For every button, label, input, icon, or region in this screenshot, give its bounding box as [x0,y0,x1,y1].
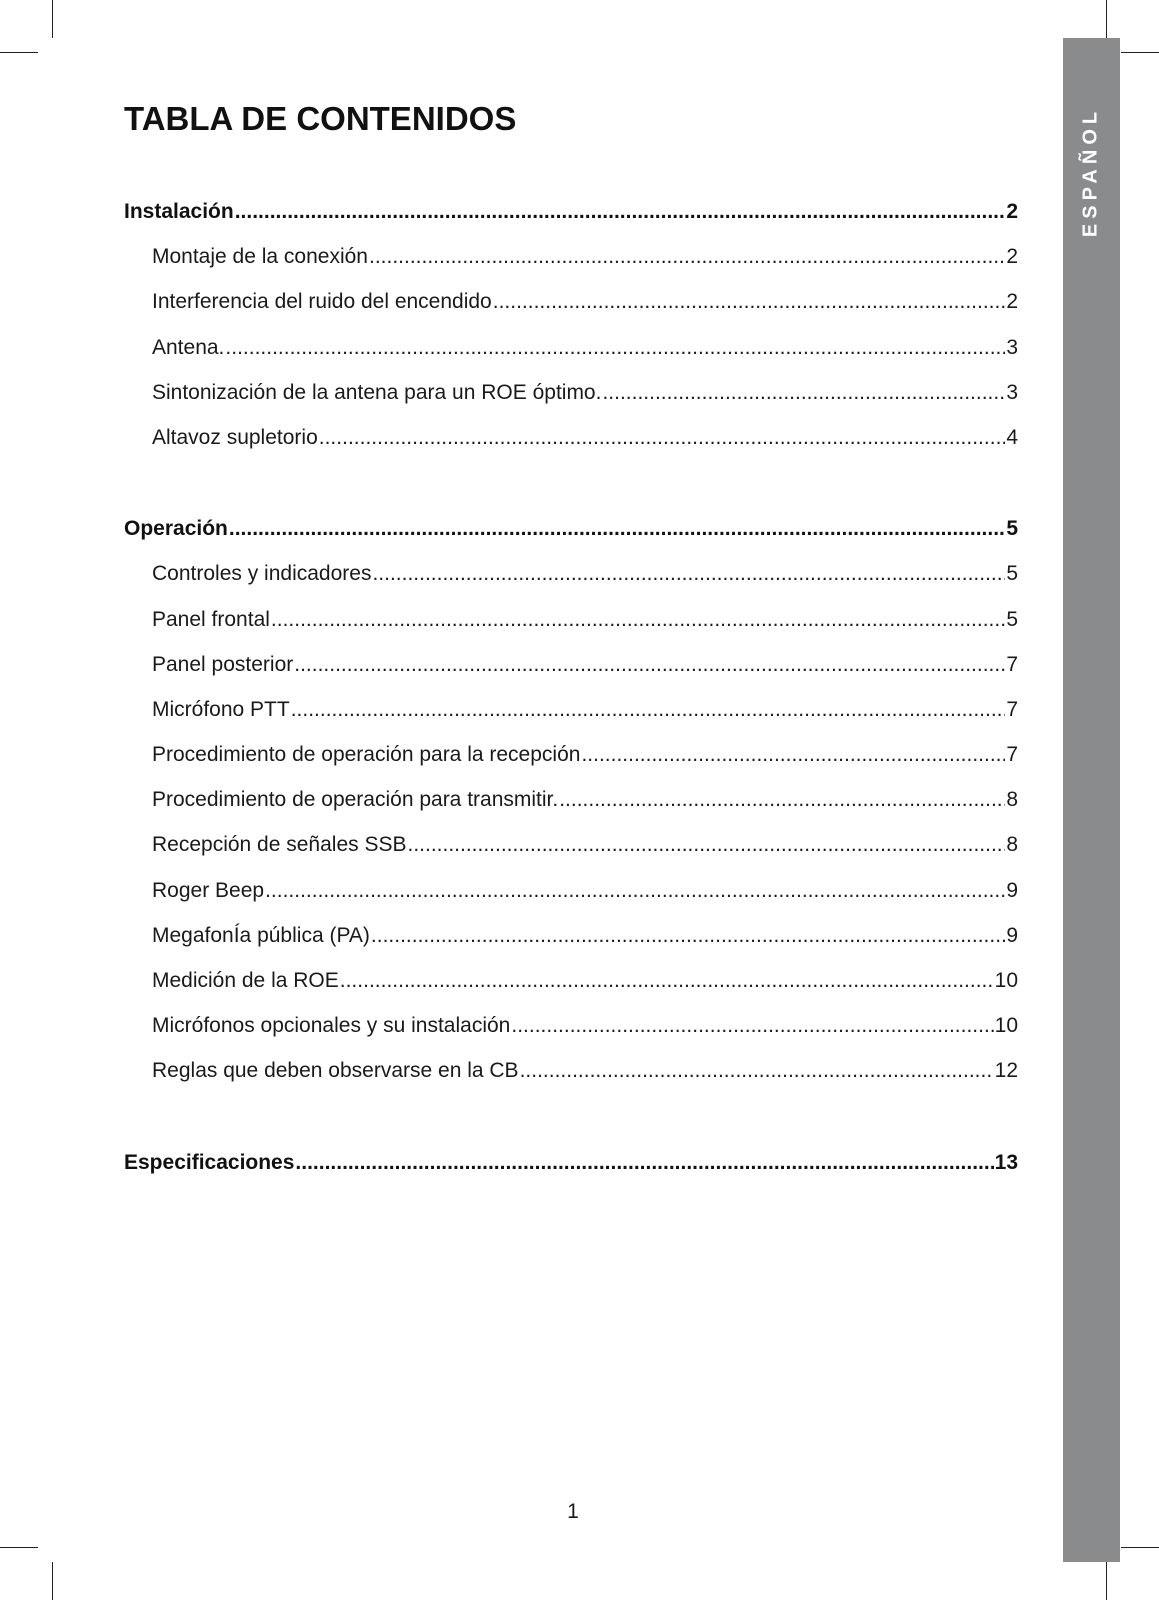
toc-entry-title: Procedimiento de operación para la recepción [152,743,581,767]
toc-entry-row [124,653,1018,698]
toc-entry-row [124,336,1018,381]
toc-page-number: 7 [1006,743,1018,767]
toc-entry-title: Instalación [124,200,234,223]
toc-entry-title: Reglas que deben observarse en la CB [152,1059,519,1083]
dot-leader [271,608,1005,632]
dot-leader [229,517,1005,541]
toc-page-number: 3 [1006,380,1018,404]
toc-entry-title: Interferencia del ruido del encendido [152,290,492,314]
toc-entry-row [124,743,1018,788]
toc-page-number: 2 [1006,290,1018,314]
dot-leader [225,336,1005,360]
dot-leader [511,1014,993,1038]
toc-entry-title: Antena. [152,335,225,359]
toc-entry-title: Especificaciones [124,1150,295,1174]
toc-entry-row [124,924,1018,969]
dot-leader [371,924,1005,948]
dot-leader [369,245,1005,269]
toc-entry-row [124,608,1018,653]
toc-entry-title: Procedimiento de operación para transmitir. [152,788,559,812]
page-title: TABLA DE CONTENIDOS [124,100,517,137]
toc-page-number: 2 [1006,200,1018,223]
toc-entry-title: MegafonÍa pública (PA) [152,923,370,947]
toc-page-number: 13 [994,1150,1018,1174]
toc-entry-title: Controles y indicadores [152,562,372,586]
table-of-contents [124,200,1018,1196]
language-side-tab [1063,38,1120,1562]
toc-entry-row [124,381,1018,426]
toc-entry-row [124,698,1018,743]
toc-entry-title: Roger Beep [152,878,265,902]
toc-page-number: 7 [1006,652,1018,676]
toc-entry-title: Montaje de la conexión [152,245,368,269]
toc-entry-title: Panel posterior [152,652,294,676]
toc-page-number: 5 [1006,517,1018,541]
dot-leader [265,879,1005,903]
toc-page-number: 7 [1006,697,1018,721]
toc-entry-row [124,562,1018,607]
toc-entry-title: Micrófono PTT [152,697,290,721]
toc-page-number: 12 [994,1059,1018,1083]
toc-entry-row [124,788,1018,833]
toc-entry-row [124,1014,1018,1059]
toc-entry-row [124,426,1018,471]
page-number: 1 [567,1500,579,1523]
toc-page-number: 10 [994,1014,1018,1038]
toc-entry-row [124,969,1018,1014]
dot-leader [340,969,994,993]
crop-mark [0,1547,38,1548]
dot-leader [319,426,1006,450]
crop-mark [0,52,38,53]
dot-leader [408,833,1006,857]
toc-entry-row [124,290,1018,335]
toc-entry-row [124,245,1018,290]
crop-mark [1106,1562,1107,1600]
toc-page-number: 9 [1006,878,1018,902]
crop-mark [1121,1547,1159,1548]
toc-entry-title: Sintonización de la antena para un ROE óptimo. [152,380,602,404]
dot-leader [493,290,1006,314]
toc-entry-title: Recepción de señales SSB [152,833,407,857]
toc-page-number: 3 [1006,335,1018,359]
toc-section-row [124,517,1018,562]
language-tab-label: ESPAÑOL [1079,106,1102,238]
toc-entry-title: Altavoz supletorio [152,425,318,449]
dot-leader [602,381,1005,405]
toc-page-number: 8 [1006,788,1018,812]
crop-mark [52,0,53,38]
crop-mark [1121,52,1159,53]
toc-page-number: 5 [1006,607,1018,631]
toc-entry-row [124,833,1018,878]
crop-mark [1106,0,1107,38]
toc-entry-row [124,1059,1018,1104]
toc-page-number: 4 [1006,425,1018,449]
dot-leader [294,653,1005,677]
toc-entry-row [124,879,1018,924]
dot-leader [235,200,1006,224]
toc-section-row [124,1151,1018,1196]
toc-entry-title: Panel frontal [152,607,270,631]
toc-page-number: 2 [1006,245,1018,269]
toc-page-number: 8 [1006,833,1018,857]
toc-entry-title: Operación [124,517,228,541]
toc-entry-title: Medición de la ROE [152,969,339,992]
dot-leader [520,1059,994,1083]
dot-leader [372,562,1005,586]
toc-page-number: 10 [994,969,1018,992]
dot-leader [559,788,1005,812]
toc-page-number: 9 [1006,923,1018,947]
toc-page-number: 5 [1006,562,1018,586]
dot-leader [295,1151,993,1175]
dot-leader [581,743,1005,767]
dot-leader [291,698,1006,722]
toc-entry-title: Micrófonos opcionales y su instalación [152,1014,511,1038]
toc-section-row [124,200,1018,245]
crop-mark [52,1562,53,1600]
